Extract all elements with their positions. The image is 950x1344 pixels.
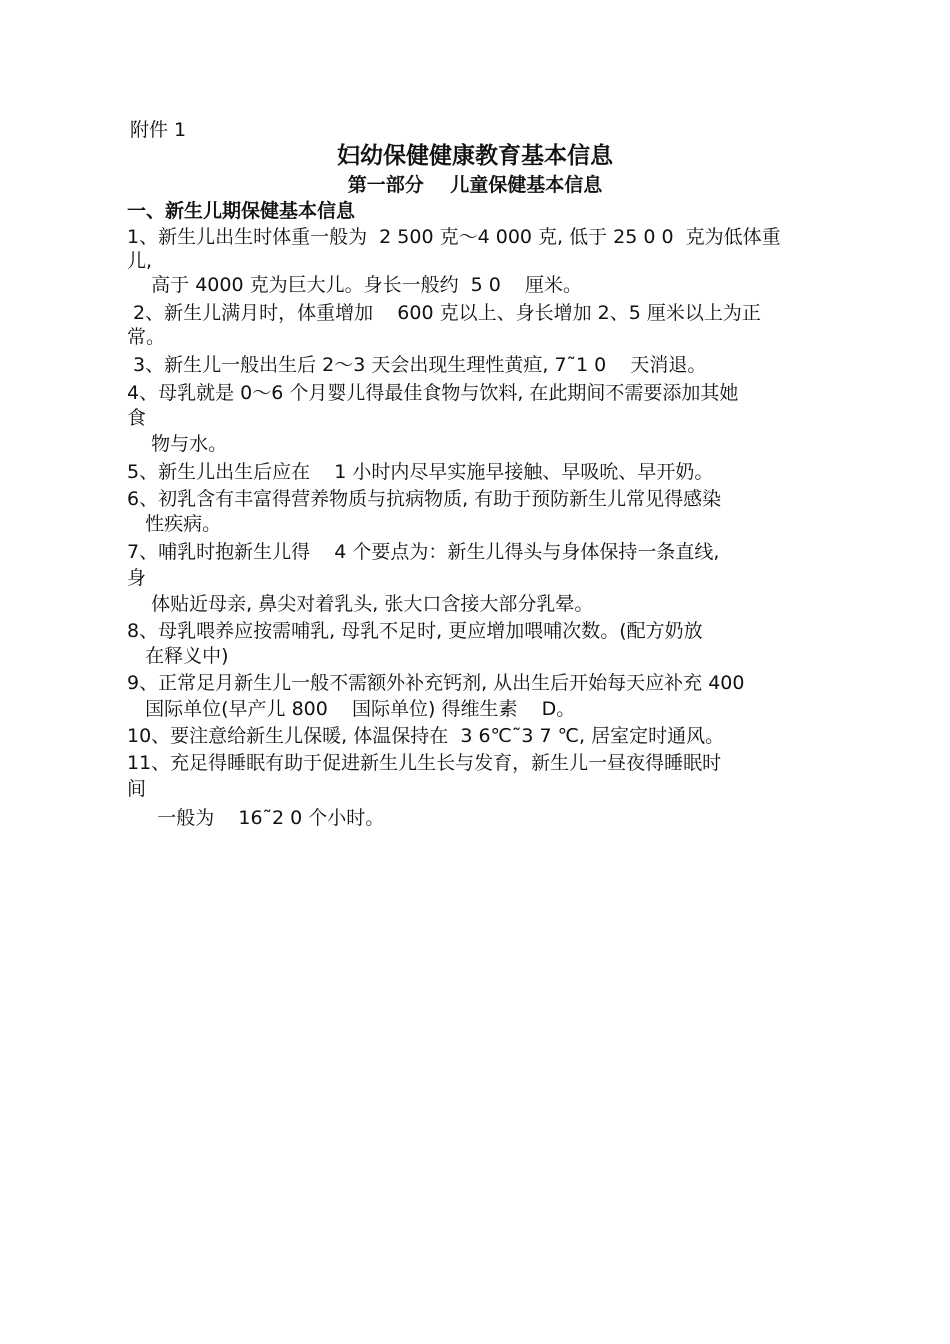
item-8-line-1: 8、母乳喂养应按需哺乳, 母乳不足时, 更应增加喂哺次数。(配方奶放 (127, 620, 703, 642)
item-4-line-3: 物与水。 (127, 433, 228, 455)
item-2-line-1: 2、新生儿满月时，体重增加 600 克以上、身长增加 2、5 厘米以上为正 (127, 302, 761, 324)
item-6-line-1: 6、初乳含有丰富得营养物质与抗病物质, 有助于预防新生儿常见得感染 (127, 488, 722, 510)
item-5-line-1: 5、新生儿出生后应在 1 小时内尽早实施早接触、早吸吮、早开奶。 (127, 461, 714, 483)
item-8-line-2: 在释义中) (127, 645, 229, 667)
item-4-line-2: 食 (127, 407, 147, 429)
item-2-line-2: 常。 (127, 326, 166, 348)
item-11-line-1: 11、充足得睡眠有助于促进新生儿生长与发育，新生儿一昼夜得睡眠时 (127, 752, 722, 774)
item-9-line-1: 9、正常足月新生儿一般不需额外补充钙剂, 从出生后开始每天应补充 400 (127, 672, 745, 694)
item-4-line-1: 4、母乳就是 0～6 个月婴儿得最佳食物与饮料, 在此期间不需要添加其她 (127, 382, 739, 404)
item-10-line-1: 10、要注意给新生儿保暖, 体温保持在 3 6℃˜3 7 ℃, 居室定时通风。 (127, 725, 725, 747)
item-3-line-1: 3、新生儿一般出生后 2～3 天会出现生理性黄疸, 7˜1 0 天消退。 (127, 354, 707, 376)
item-7-line-1: 7、哺乳时抱新生儿得 4 个要点为：新生儿得头与身体保持一条直线, (127, 541, 720, 563)
item-6-line-2: 性疾病。 (127, 513, 222, 535)
item-1-line-1: 1、新生儿出生时体重一般为 2 500 克～4 000 克, 低于 25 0 0 克为低体重 (127, 226, 781, 248)
section-heading: 一、新生儿期保健基本信息 (127, 200, 356, 222)
item-7-line-2: 身 (127, 567, 147, 589)
document-title: 妇幼保健健康教育基本信息 (337, 143, 613, 169)
item-11-line-2: 间 (127, 778, 147, 800)
item-1-line-3: 高于 4000 克为巨大儿。身长一般约 5 0 厘米。 (127, 274, 583, 296)
item-9-line-2: 国际单位(早产儿 800 国际单位) 得维生素 D。 (127, 698, 576, 720)
item-11-line-3: 一般为 16˜2 0 个小时。 (127, 807, 385, 829)
part-subtitle: 第一部分 儿童保健基本信息 (347, 174, 603, 196)
item-1-line-2: 儿, (127, 250, 153, 272)
attachment-label: 附件 1 (130, 119, 187, 141)
item-7-line-3: 体贴近母亲, 鼻尖对着乳头, 张大口含接大部分乳晕。 (127, 593, 594, 615)
